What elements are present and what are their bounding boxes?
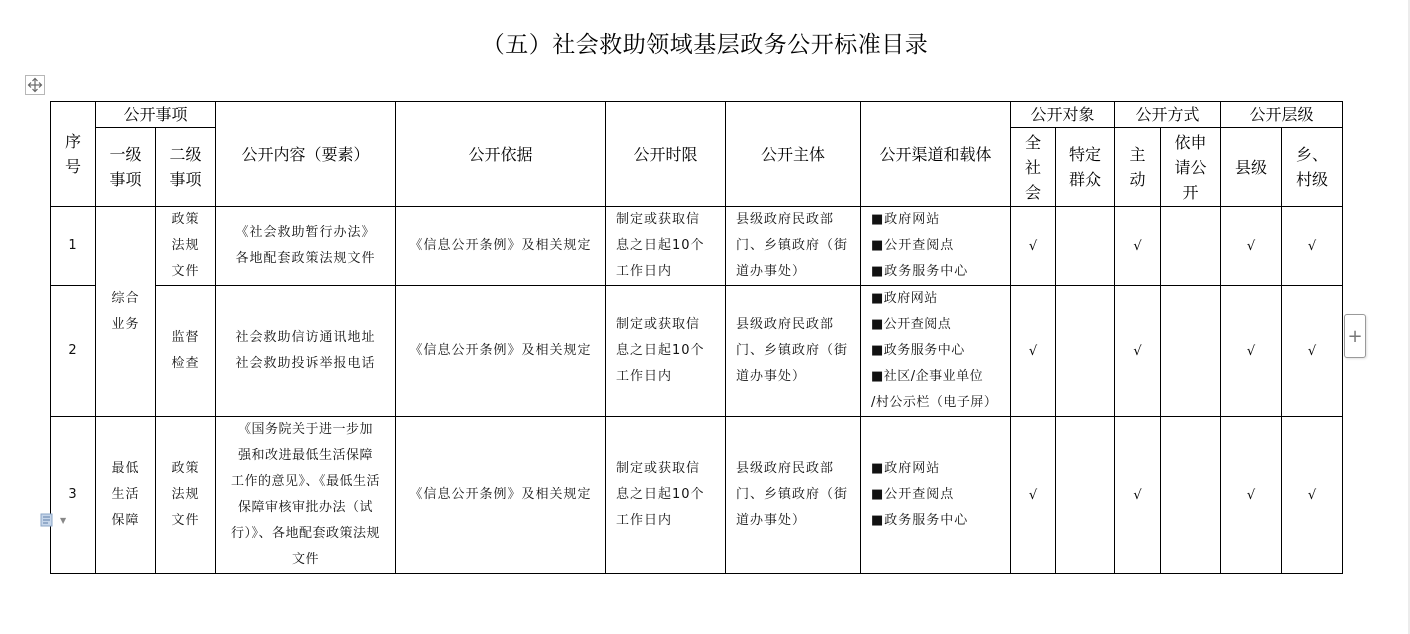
document-title: （五）社会救助领域基层政务公开标准目录 [481,32,929,58]
subject-cell: 县级政府民政部 门、乡镇政府（街 道办事处） [726,207,861,286]
check-mode-apply [1161,207,1221,286]
header-level-county: 县级 [1221,128,1282,207]
basis-cell: 《信息公开条例》及相关规定 [396,207,606,286]
header-mode-active: 主 动 [1115,128,1161,207]
table-row [51,286,1343,417]
header-level-village: 乡、 村级 [1282,128,1343,207]
channel-cell: ■政府网站 ■公开查阅点 ■政务服务中心 [861,417,1011,574]
check-target-specific [1056,286,1115,417]
check-mode-apply [1161,417,1221,574]
basis-cell: 《信息公开条例》及相关规定 [396,417,606,574]
check-level-village: √ [1282,286,1343,417]
header-level-group: 公开层级 [1221,102,1343,128]
header-target-all: 全 社 会 [1011,128,1056,207]
channel-cell: ■政府网站 ■公开查阅点 ■政务服务中心 ■社区/企事业单位 /村公示栏（电子屏） [861,286,1011,417]
add-column-button[interactable] [1344,314,1366,358]
check-target-all: √ [1011,207,1056,286]
table-move-handle[interactable] [25,75,45,95]
header-mode-group: 公开方式 [1115,102,1221,128]
header-content: 公开内容（要素） [216,102,396,207]
subject-cell: 县级政府民政部 门、乡镇政府（街 道办事处） [726,286,861,417]
header-channel: 公开渠道和载体 [861,102,1011,207]
timelimit-cell: 制定或获取信 息之日起10个 工作日内 [606,286,726,417]
timelimit-cell[interactable]: 制定或获取信 息之日起10个 工作日内 [606,417,726,574]
level1-matter: 最低 生活 保障 [96,417,156,574]
level2-matter: 政策 法规 文件 [156,207,216,286]
content-cell: 《社会救助暂行办法》 各地配套政策法规文件 [216,207,396,286]
row-seq: 1 [51,207,96,286]
check-level-village: √ [1282,207,1343,286]
check-level-county: √ [1221,286,1282,417]
check-mode-apply [1161,286,1221,417]
check-target-specific [1056,417,1115,574]
content-cell: 《国务院关于进一步加 强和改进最低生活保障 工作的意见》、《最低生活 保障审核审批办法（试 行）》、各地配套政策法规 文件 [216,417,396,574]
disclosure-catalog-table [50,101,1343,574]
check-level-county: √ [1221,207,1282,286]
table-row [51,207,1343,286]
paragraph-options-icon [40,512,56,528]
level2-matter: 政策 法规 文件 [156,417,216,574]
check-level-county: √ [1221,417,1282,574]
check-target-all: √ [1011,286,1056,417]
header-level2: 二级 事项 [156,128,216,207]
row-seq: 2 [51,286,96,417]
basis-cell: 《信息公开条例》及相关规定 [396,286,606,417]
level1-matter: 综合 业务 [96,207,156,417]
header-target-specific: 特定 群众 [1056,128,1115,207]
header-level1: 一级 事项 [96,128,156,207]
header-timelimit: 公开时限 [606,102,726,207]
check-target-all: √ [1011,417,1056,574]
header-subject: 公开主体 [726,102,861,207]
check-target-specific [1056,207,1115,286]
timelimit-cell: 制定或获取信 息之日起10个 工作日内 [606,207,726,286]
check-mode-active: √ [1115,286,1161,417]
header-target-group: 公开对象 [1011,102,1115,128]
plus-icon: + [1347,325,1363,347]
header-matters: 公开事项 [96,102,216,128]
level2-matter: 监督 检查 [156,286,216,417]
header-seq: 序 号 [51,102,96,207]
channel-cell: ■政府网站 ■公开查阅点 ■政务服务中心 [861,207,1011,286]
header-basis: 公开依据 [396,102,606,207]
content-cell: 社会救助信访通讯地址 社会救助投诉举报电话 [216,286,396,417]
check-mode-active: √ [1115,207,1161,286]
check-mode-active: √ [1115,417,1161,574]
row-seq: 3 [51,417,96,574]
paragraph-options-button[interactable] [40,512,74,528]
table-row [51,417,1343,574]
subject-cell: 县级政府民政部 门、乡镇政府（街 道办事处） [726,417,861,574]
move-arrows-icon [27,77,43,93]
chevron-down-icon: ▼ [60,515,67,525]
check-level-village: √ [1282,417,1343,574]
header-mode-apply: 依申 请公 开 [1161,128,1221,207]
